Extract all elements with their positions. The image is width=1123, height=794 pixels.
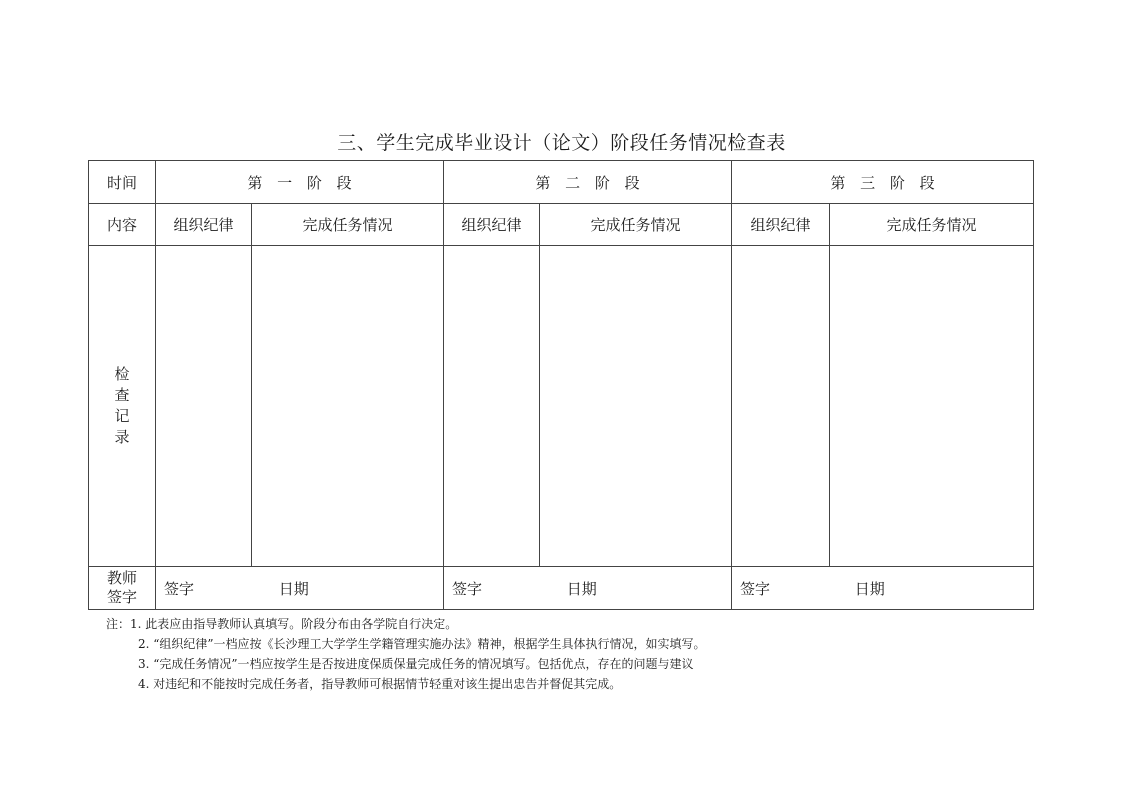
page-title: 三、学生完成毕业设计（论文）阶段任务情况检查表 xyxy=(337,132,786,154)
content-row xyxy=(89,204,1034,246)
inspection-table xyxy=(88,160,1034,610)
stage-2-sign-cell[interactable] xyxy=(444,567,732,610)
stage-1-sign-cell[interactable] xyxy=(156,567,444,610)
content-label: 内容 xyxy=(89,204,156,246)
teacher-sign-row xyxy=(89,567,1034,610)
sign-label: 签字 xyxy=(740,579,771,598)
stage-1-header: 第 一 阶 段 xyxy=(156,161,444,204)
stage-2-task-cell[interactable] xyxy=(540,246,732,567)
note-1: 注：1. 此表应由指导教师认真填写。阶段分布由各学院自行决定。 xyxy=(106,617,458,631)
date-label: 日期 xyxy=(278,579,309,598)
teacher-sign-label: 教师 签字 xyxy=(89,567,156,610)
check-record-label: 检 查 记 录 xyxy=(89,246,156,567)
stage-1-task-cell[interactable] xyxy=(252,246,444,567)
note-4: 4. 对违纪和不能按时完成任务者，指导教师可根据情节轻重对该生提出忠告并督促其完成。 xyxy=(138,677,622,691)
stage-2-discipline-cell[interactable] xyxy=(444,246,540,567)
stage-3-task-header: 完成任务情况 xyxy=(830,204,1034,246)
date-label: 日期 xyxy=(566,579,597,598)
date-label: 日期 xyxy=(854,579,885,598)
time-row xyxy=(89,161,1034,204)
sign-label: 签字 xyxy=(452,579,483,598)
sign-label: 签字 xyxy=(164,579,195,598)
note-2: 2. “组织纪律”一档应按《长沙理工大学学生学籍管理实施办法》精神，根据学生具体执行情况，如实填写。 xyxy=(138,637,706,651)
stage-1-discipline-header: 组织纪律 xyxy=(156,204,252,246)
stage-3-discipline-cell[interactable] xyxy=(732,246,830,567)
notes xyxy=(106,614,1006,694)
time-label: 时间 xyxy=(89,161,156,204)
stage-3-discipline-header: 组织纪律 xyxy=(732,204,830,246)
stage-2-task-header: 完成任务情况 xyxy=(540,204,732,246)
stage-1-task-header: 完成任务情况 xyxy=(252,204,444,246)
stage-3-sign-cell[interactable] xyxy=(732,567,1034,610)
stage-3-header: 第 三 阶 段 xyxy=(732,161,1034,204)
stage-3-task-cell[interactable] xyxy=(830,246,1034,567)
check-record-row xyxy=(89,246,1034,567)
stage-1-discipline-cell[interactable] xyxy=(156,246,252,567)
note-3: 3. “完成任务情况”一档应按学生是否按进度保质保量完成任务的情况填写。包括优点，存在的问题与建议 xyxy=(138,657,694,671)
stage-2-discipline-header: 组织纪律 xyxy=(444,204,540,246)
stage-2-header: 第 二 阶 段 xyxy=(444,161,732,204)
